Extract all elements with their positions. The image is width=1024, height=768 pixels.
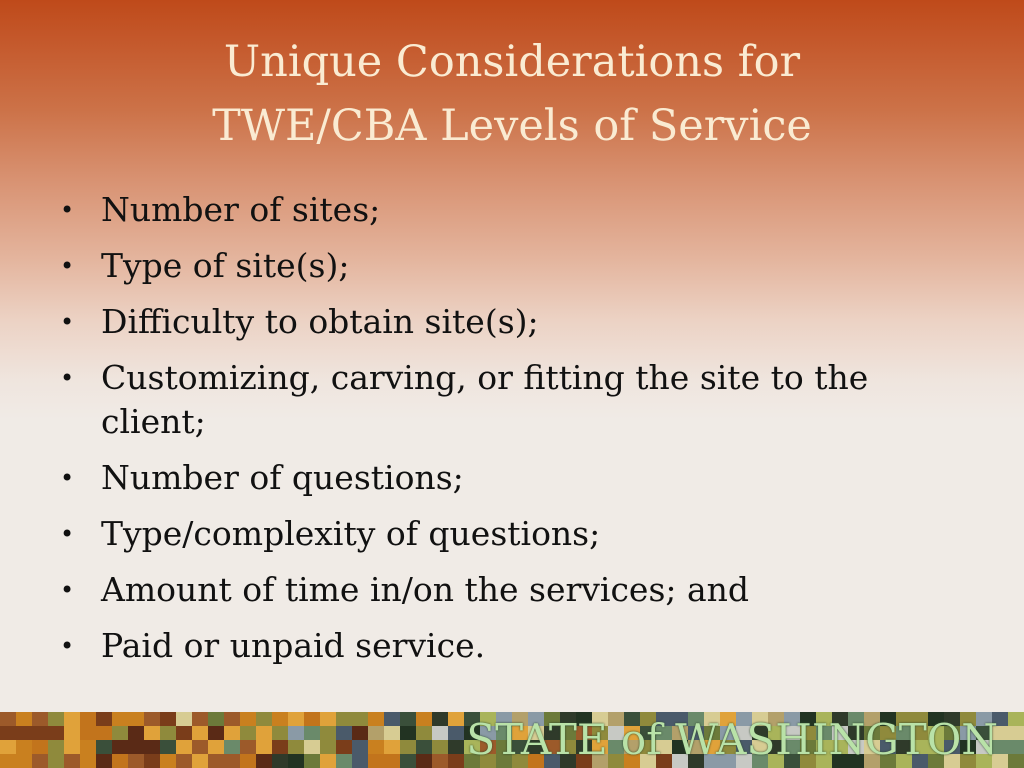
mosaic-tile [368,712,384,726]
bullet-icon: • [60,520,75,548]
bullet-item [58,188,958,232]
bullet-text: Number of sites; [101,190,381,229]
mosaic-tile [272,754,288,768]
mosaic-tile [112,754,128,768]
mosaic-tile [272,726,288,740]
mosaic-tile [144,754,160,768]
mosaic-tile [288,740,304,754]
mosaic-tile [384,754,400,768]
mosaic-tile [192,712,208,726]
bullet-item [58,512,958,556]
mosaic-tile [80,740,96,754]
mosaic-tile [16,712,32,726]
mosaic-tile [160,740,176,754]
mosaic-tile [448,726,464,740]
mosaic-tile [192,740,208,754]
mosaic-tile [0,712,16,726]
bullet-item [58,624,958,668]
mosaic-tile [336,740,352,754]
mosaic-tile [32,754,48,768]
mosaic-tile [112,712,128,726]
mosaic-tile [400,740,416,754]
mosaic-tile [320,740,336,754]
bullet-icon: • [60,364,75,392]
mosaic-tile [272,712,288,726]
mosaic-tile [176,740,192,754]
mosaic-tile [48,754,64,768]
bullet-text: Type of site(s); [101,246,350,285]
mosaic-tile [160,712,176,726]
mosaic-tile [336,712,352,726]
mosaic-tile [1008,726,1024,740]
bullet-text: Number of questions; [101,458,464,497]
mosaic-tile [272,740,288,754]
mosaic-tile [96,726,112,740]
mosaic-tile [256,726,272,740]
mosaic-tile [208,740,224,754]
mosaic-tile [304,712,320,726]
bullet-item [58,300,958,344]
mosaic-tile [48,726,64,740]
bullet-icon: • [60,632,75,660]
mosaic-tile [432,754,448,768]
mosaic-tile [192,754,208,768]
mosaic-tile [64,740,80,754]
bullet-item [58,456,958,500]
mosaic-tile [16,726,32,740]
bullet-item [58,356,958,444]
mosaic-tile [416,712,432,726]
mosaic-tile [240,712,256,726]
footer-banner [0,712,1024,768]
mosaic-tile [320,726,336,740]
mosaic-tile [144,726,160,740]
mosaic-tile [320,754,336,768]
bullet-icon: • [60,464,75,492]
mosaic-tile [400,754,416,768]
bullet-icon: • [60,252,75,280]
mosaic-tile [288,754,304,768]
mosaic-tile [240,754,256,768]
mosaic-tile [144,740,160,754]
bullet-icon: • [60,308,75,336]
mosaic-tile [432,740,448,754]
slide-title-line-1: Unique Considerations for [223,37,801,87]
mosaic-tile [192,726,208,740]
mosaic-tile [256,740,272,754]
mosaic-tile [1008,740,1024,754]
mosaic-tile [32,740,48,754]
mosaic-tile [240,740,256,754]
bullet-item [58,244,958,288]
mosaic-tile [176,712,192,726]
mosaic-tile [384,726,400,740]
mosaic-tile [0,726,16,740]
bullet-text: Difficulty to obtain site(s); [101,302,539,341]
mosaic-tile [48,740,64,754]
mosaic-tile [304,740,320,754]
slide-title [0,30,1024,158]
bullet-text: Customizing, carving, or fitting the site to the client; [101,358,869,441]
mosaic-tile [112,740,128,754]
mosaic-tile [336,726,352,740]
mosaic-tile [432,712,448,726]
mosaic-tile [224,712,240,726]
bullet-list [58,188,958,680]
mosaic-tile [352,712,368,726]
mosaic-tile [16,740,32,754]
mosaic-tile [64,712,80,726]
mosaic-tile [32,712,48,726]
mosaic-tile [80,712,96,726]
mosaic-tile [224,726,240,740]
bullet-text: Type/complexity of questions; [101,514,601,553]
slide-title-line-2: TWE/CBA Levels of Service [212,101,812,151]
mosaic-tile [288,726,304,740]
mosaic-tile [448,740,464,754]
mosaic-tile [208,712,224,726]
mosaic-tile [336,754,352,768]
mosaic-tile [416,754,432,768]
bullet-item [58,568,958,612]
mosaic-tile [128,726,144,740]
mosaic-tile [48,712,64,726]
mosaic-tile [224,754,240,768]
mosaic-tile [256,712,272,726]
mosaic-tile [128,740,144,754]
mosaic-tile [448,712,464,726]
mosaic-tile [384,740,400,754]
mosaic-tile [80,754,96,768]
mosaic-tile [416,726,432,740]
mosaic-tile [64,726,80,740]
mosaic-tile [416,740,432,754]
mosaic-tile [224,740,240,754]
mosaic-tile [176,726,192,740]
mosaic-tile [208,726,224,740]
mosaic-tile [144,712,160,726]
mosaic-tile [0,740,16,754]
mosaic-tile [400,726,416,740]
mosaic-tile [208,754,224,768]
mosaic-tile [432,726,448,740]
mosaic-tile [352,754,368,768]
mosaic-tile [176,754,192,768]
mosaic-tile [352,726,368,740]
mosaic-tile [64,754,80,768]
mosaic-tile [352,740,368,754]
state-of-washington-logo: STATE of WASHINGTON [466,715,998,764]
bullet-text: Paid or unpaid service. [101,626,486,665]
bullet-icon: • [60,576,75,604]
mosaic-tile [112,726,128,740]
mosaic-tile [160,754,176,768]
mosaic-tile [16,754,32,768]
mosaic-tile [1008,754,1024,768]
mosaic-tile [128,754,144,768]
mosaic-tile [32,726,48,740]
mosaic-tile [240,726,256,740]
bullet-text: Amount of time in/on the services; and [101,570,750,609]
mosaic-tile [448,754,464,768]
mosaic-tile [256,754,272,768]
mosaic-tile [0,754,16,768]
mosaic-tile [320,712,336,726]
mosaic-tile [304,726,320,740]
mosaic-tile [368,740,384,754]
mosaic-tile [128,712,144,726]
mosaic-tile [80,726,96,740]
mosaic-tile [96,754,112,768]
mosaic-tile [368,754,384,768]
mosaic-tile [384,712,400,726]
mosaic-tile [400,712,416,726]
mosaic-tile [160,726,176,740]
mosaic-tile [304,754,320,768]
mosaic-tile [368,726,384,740]
mosaic-tile [96,712,112,726]
mosaic-tile [1008,712,1024,726]
mosaic-tile [288,712,304,726]
mosaic-tile [96,740,112,754]
bullet-icon: • [60,196,75,224]
